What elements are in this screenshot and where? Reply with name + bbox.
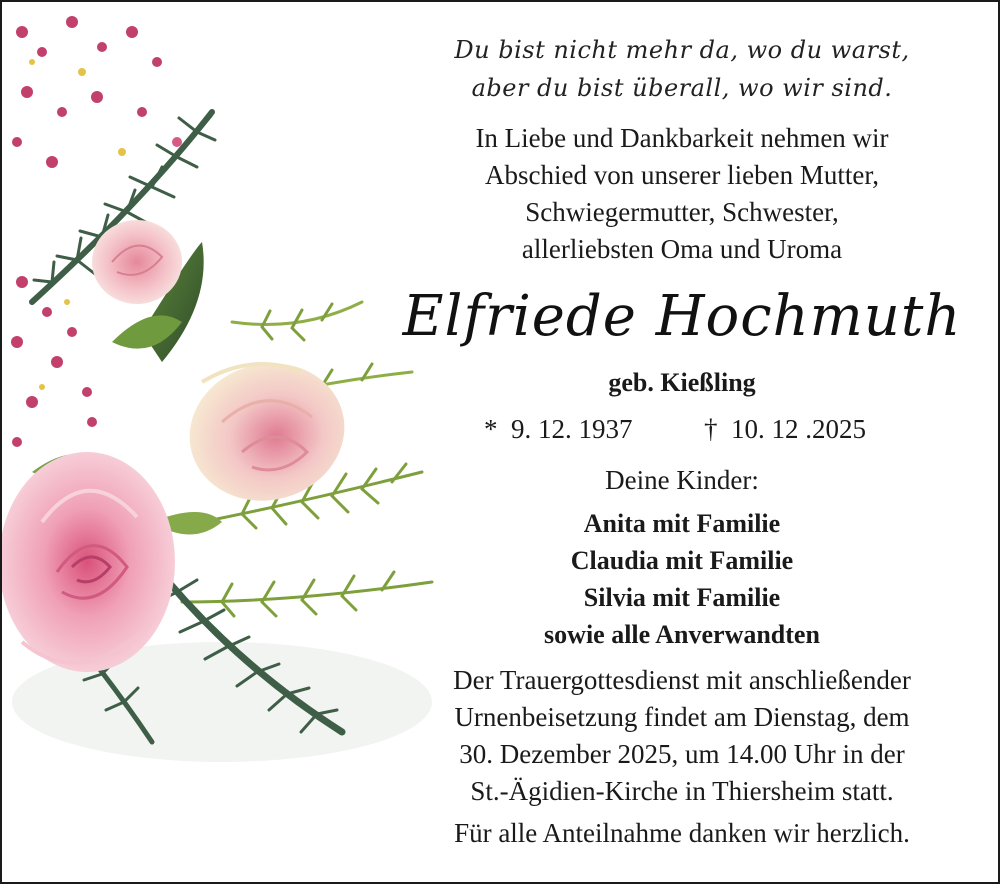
death-date: 10. 12 .2025 <box>731 414 866 444</box>
obituary-text <box>402 2 962 884</box>
intro-line-4: allerliebsten Oma und Uroma <box>521 234 843 264</box>
death-date-group <box>704 414 866 445</box>
verse-line-2: aber du bist überall, wo wir sind. <box>471 74 893 102</box>
intro-line-1: In Liebe und Dankbarkeit nehmen wir <box>475 123 889 153</box>
thanks-line: Für alle Anteilnahme danken wir herzlich. <box>454 818 910 848</box>
service-line-1: Der Trauergottesdienst mit anschließender <box>453 665 911 695</box>
intro-line-3: Schwiegermutter, Schwester, <box>525 197 839 227</box>
verse-line-1: Du bist nicht mehr da, wo du warst, <box>454 36 910 64</box>
death-cross-icon: † <box>704 414 718 444</box>
rose-large <box>2 452 175 672</box>
deceased-name: Elfriede Hochmuth <box>402 284 962 349</box>
birth-date: 9. 12. 1937 <box>511 414 633 444</box>
mourner-item: Anita mit Familie <box>583 509 781 538</box>
service-line-2: Urnenbeisetzung findet am Dienstag, dem <box>454 702 910 732</box>
life-dates <box>402 414 962 450</box>
intro-line-2: Abschied von unserer lieben Mutter, <box>484 160 880 190</box>
service-line-4: St.-Ägidien-Kirche in Thiersheim statt. <box>470 776 894 806</box>
service-line-3: 30. Dezember 2025, um 14.00 Uhr in der <box>459 739 905 769</box>
mourner-item: sowie alle Anverwandten <box>544 620 820 649</box>
mourner-item: Claudia mit Familie <box>570 546 794 575</box>
floral-arrangement-image <box>2 2 462 882</box>
birth-star-icon: * <box>484 414 498 444</box>
mourner-item: Silvia mit Familie <box>583 583 781 612</box>
rose-top <box>92 220 182 304</box>
birth-date-group <box>484 414 633 445</box>
maiden-name: geb. Kießling <box>608 368 756 397</box>
mourners-heading: Deine Kinder: <box>605 465 759 495</box>
